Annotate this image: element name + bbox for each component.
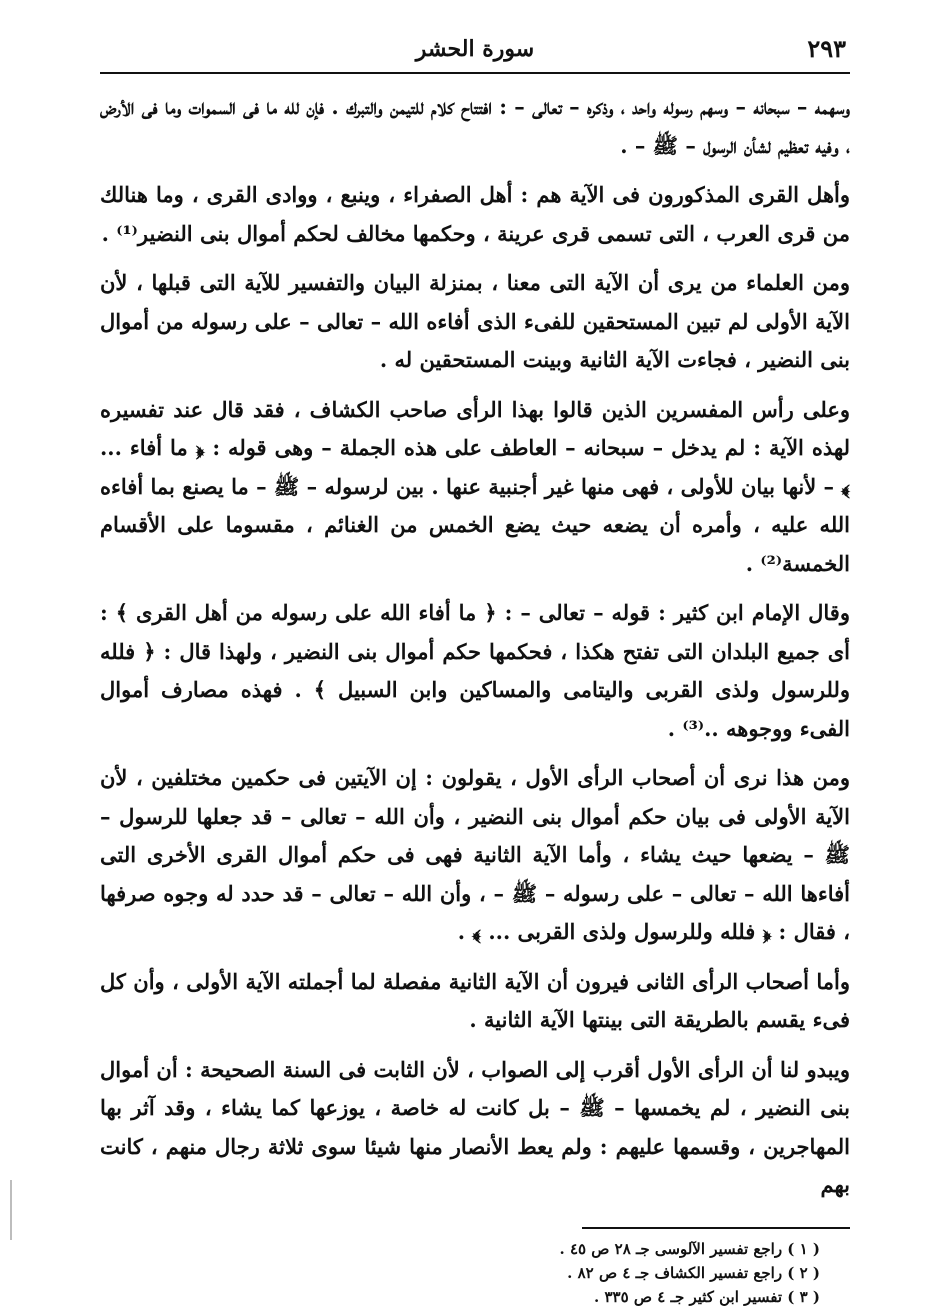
- paragraph: وسهمه – سبحانه – وسهم رسوله واحد ، وذكره – تعالى – : افتتاح كلام للتيمن والتبرك . فإن لله ما فى السموات وما فى الأرض ، وفيه تعظيم لشأن الرسول – ﷺ – .: [100, 94, 850, 158]
- book-page: [100, 30, 850, 1309]
- footnote: ( ٢ ) راجع تفسير الكشاف جـ ٤ ص ٨٢ .: [567, 1263, 820, 1282]
- footnote-divider: [582, 1227, 850, 1229]
- footnote: ( ٣ ) تفسير ابن كثير جـ ٤ ص ٣٣٥ .: [594, 1287, 820, 1306]
- paragraph: ومن العلماء من يرى أن الآية التى معنا ، بمنزلة البيان والتفسير للآية التى قبلها ، لأن الآية الأولى لم تبين المستحقين للفىء الذى أفاءه الله – تعالى – على رسوله من أموال بنى النضير ، فجاءت الآية الثانية وبينت المستحقين له .: [100, 270, 850, 372]
- footnote: ( ١ ) راجع تفسير الآلوسى جـ ٢٨ ص ٤٥ .: [559, 1239, 820, 1258]
- paragraph: ويبدو لنا أن الرأى الأول أقرب إلى الصواب ، لأن الثابت فى السنة الصحيحة : أن أموال بنى النضير ، لم يخمسها – ﷺ – بل كانت له خاصة ، يوزعها كما يشاء ، وقد آثر بها المهاجرين ، وقسمها عليهم : ولم يعط الأنصار منها شيئا سوى ثلاثة رجال منهم ، كانت بهم: [100, 1056, 850, 1197]
- surah-title: سورة الحشر: [415, 36, 535, 62]
- scan-edge-mark: [10, 1180, 12, 1240]
- paragraph: وقال الإمام ابن كثير : قوله – تعالى – : ﴿ ما أفاء الله على رسوله من أهل القرى ﴾ : أى جميع البلدان التى تفتح هكذا ، فحكمها حكم أموال بنى النضير ، ولهذا قال : ﴿ فلله وللرسول ولذى القربى واليتامى والمساكين وابن السبيل ﴾ . فهذه مصارف أموال الفىء ووجوهه ..⁽³⁾ .: [100, 600, 850, 741]
- paragraph: وعلى رأس المفسرين الذين قالوا بهذا الرأى صاحب الكشاف ، فقد قال عند تفسيره لهذه الآية : لم يدخل – سبحانه – العاطف على هذه الجملة – وهى قوله : ﴿ ما أفاء ... ﴾ – لأنها بيان للأولى ، فهى منها غير أجنبية عنها . بين لرسوله – ﷺ – ما يصنع بما أفاءه الله عليه ، وأمره أن يضعه حيث يضع الخمس من الغنائم ، مقسوما على الأقسام الخمسة⁽²⁾ .: [100, 396, 850, 576]
- footnotes: [100, 1237, 850, 1309]
- body-text: [100, 88, 850, 1205]
- paragraph: وأهل القرى المذكورون فى الآية هم : أهل الصفراء ، وينبع ، ووادى القرى ، وما هنالك من قرى العرب ، التى تسمى قرى عرينة ، وحكمها مخالف لحكم أموال بنى النضير⁽¹⁾ .: [100, 182, 850, 246]
- running-head: [100, 30, 850, 74]
- paragraph: وأما أصحاب الرأى الثانى فيرون أن الآية الثانية مفصلة لما أجملته الآية الأولى ، وأن كل فىء يقسم بالطريقة التى بينتها الآية الثانية .: [100, 968, 850, 1032]
- paragraph: ومن هذا نرى أن أصحاب الرأى الأول ، يقولون : إن الآيتين فى حكمين مختلفين ، لأن الآية الأولى فى بيان حكم أموال بنى النضير ، وأن الله – تعالى – قد جعلها للرسول – ﷺ – يضعها حيث يشاء ، وأما الآية الثانية فهى فى حكم أموال القرى الأخرى التى أفاءها الله – تعالى – على رسوله – ﷺ – ، وأن الله – تعالى – قد حدد له وجوه صرفها ، فقال : ﴿ فلله وللرسول ولذى القربى ... ﴾ .: [100, 765, 850, 944]
- page-number: ٢٩٣: [807, 34, 846, 63]
